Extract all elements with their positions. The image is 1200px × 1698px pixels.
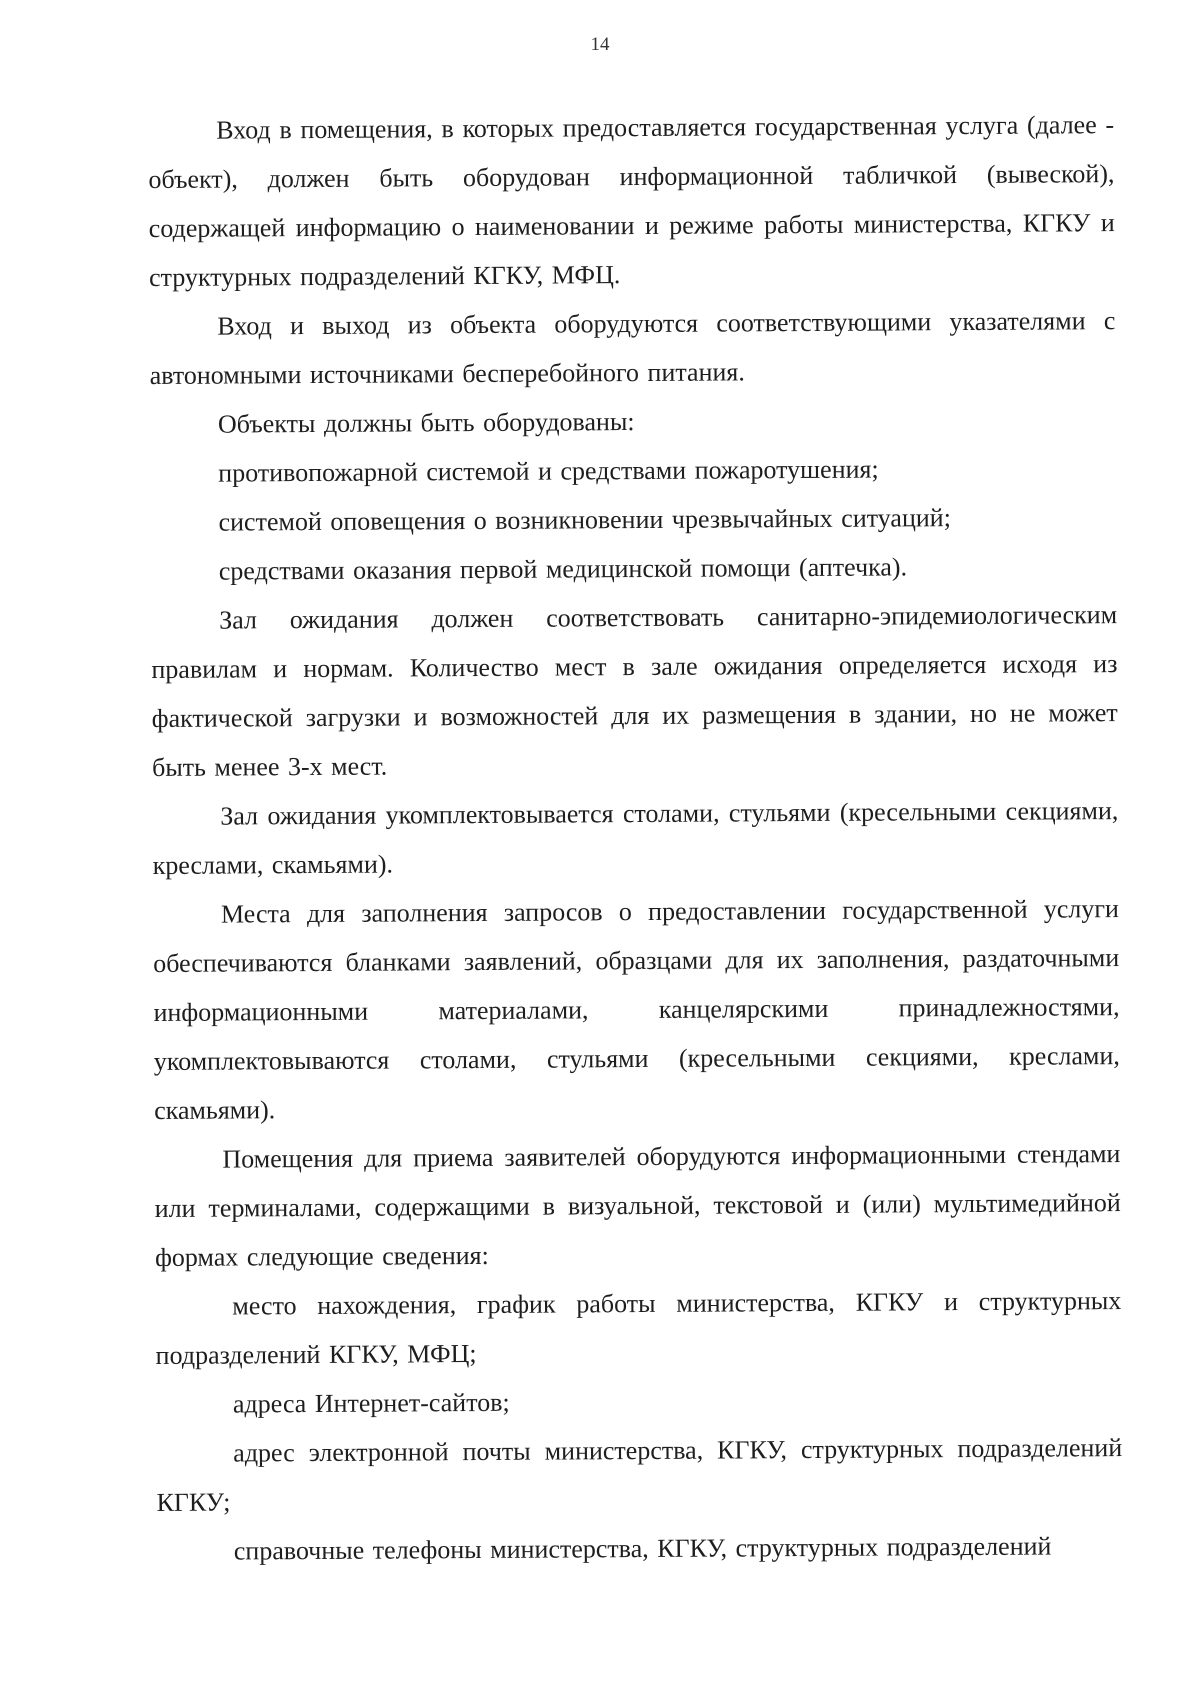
list-item-phones: справочные телефоны министерства, КГКУ, структурных подразделений xyxy=(233,1531,1052,1566)
list-item-websites: адреса Интернет-сайтов; xyxy=(232,1387,510,1419)
paragraph-waiting-hall-furniture: Зал ожидания укомплектовывается столами, стульями (кресельными секциями, креслами, скамьями). xyxy=(152,796,1119,880)
list-item-emergency-alert: системой оповещения о возникновении чрезвычайных ситуаций; xyxy=(218,503,951,537)
paragraph-request-filling-places: Места для заполнения запросов о предоставлении государственной услуги обеспечиваются бланками заявлений, образцами для их заполнения, раздаточными информационными материалами, канцелярскими принадлежностями, укомплектовываются столами, стульями (кресельными секциями, креслами, скамьями). xyxy=(153,894,1120,1125)
document-body xyxy=(148,100,1123,1576)
list-item-first-aid: средствами оказания первой медицинской помощи (аптечка). xyxy=(218,552,908,586)
page-number: 14 xyxy=(590,34,610,55)
list-item-email: адрес электронной почты министерства, КГКУ, структурных подразделений КГКУ; xyxy=(156,1433,1123,1517)
paragraph-entrance-exit-signs: Вход и выход из объекта оборудуются соответствующими указателями с автономными источниками бесперебойного питания. xyxy=(149,306,1116,390)
paragraph-entrance-signage: Вход в помещения, в которых предоставляется государственная услуга (далее - объект), должен быть оборудован информационной табличкой (вывеской), содержащей информацию о наименовании и режиме работы министерства, КГКУ и структурных подразделений КГКУ, МФЦ. xyxy=(148,110,1115,292)
paragraph-objects-equipment-intro: Объекты должны быть оборудованы: xyxy=(217,407,635,439)
list-item-location-schedule: место нахождения, график работы министерства, КГКУ и структурных подразделений КГКУ, МФЦ; xyxy=(155,1286,1122,1370)
paragraph-waiting-hall-norms: Зал ожидания должен соответствовать санитарно-эпидемиологическим правилам и нормам. Количество мест в зале ожидания определяется исходя из фактической загрузки и возможностей для их размещения в здании, но не может быть менее 3-х мест. xyxy=(151,600,1118,782)
list-item-fire-system: противопожарной системой и средствами пожаротушения; xyxy=(218,454,879,488)
paragraph-reception-rooms: Помещения для приема заявителей оборудуются информационными стендами или терминалами, содержащими в визуальной, текстовой и (или) мультимедийной формах следующие сведения: xyxy=(154,1139,1121,1272)
